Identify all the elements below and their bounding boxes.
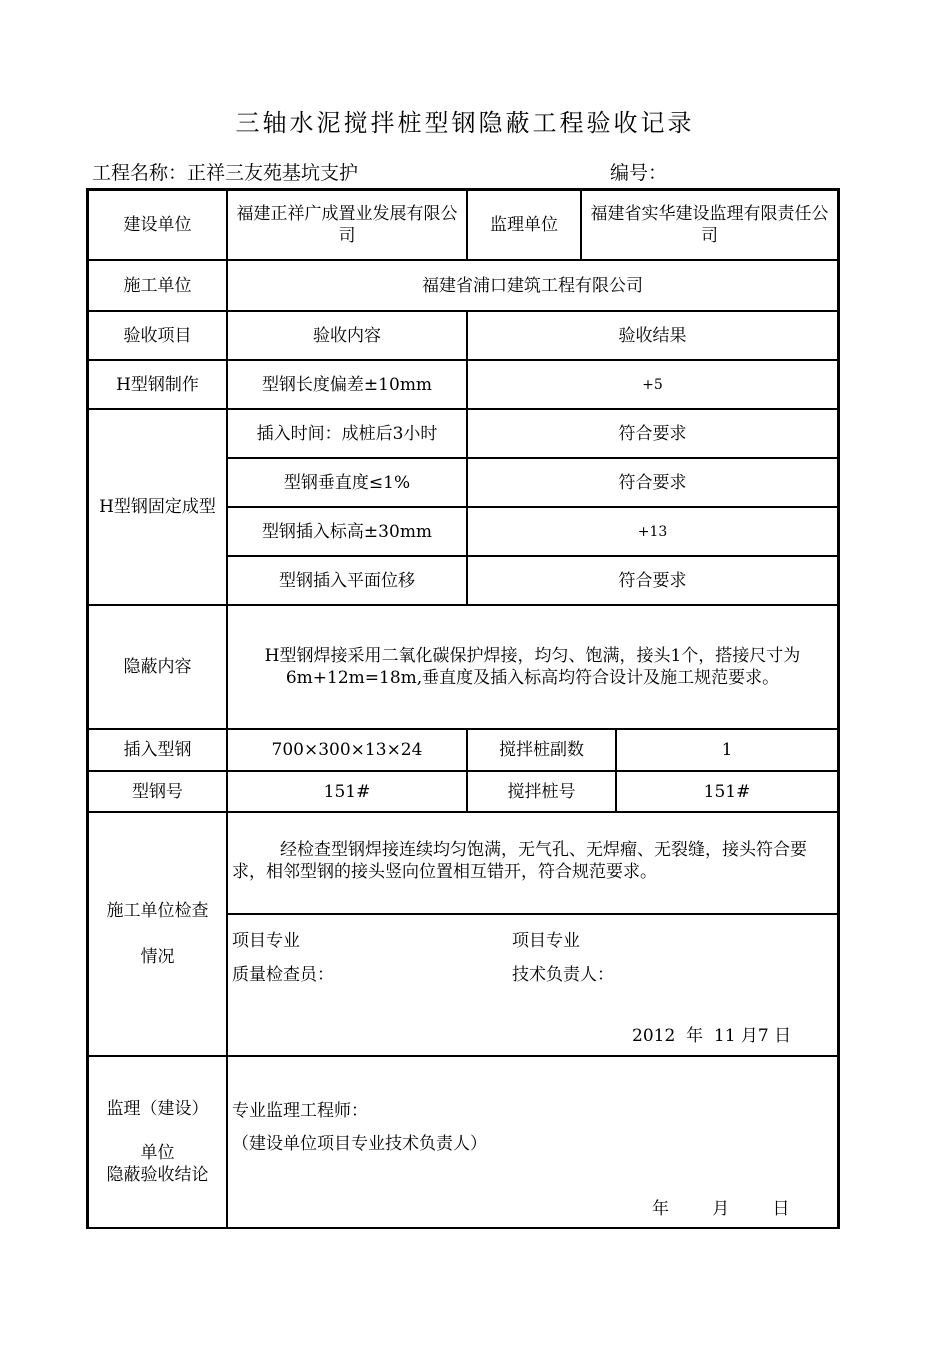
contractor-value: 福建省浦口建筑工程有限公司 (227, 260, 838, 311)
tech-line-1: 项目专业 (512, 931, 580, 951)
fix-result: 符合要求 (467, 409, 838, 458)
steel-value: 700×300×13×24 (227, 729, 467, 771)
qc-line-2: 质量检查员： (232, 965, 334, 985)
pile-count-value: 1 (616, 729, 838, 771)
fix-content: 型钢插入标高±30mm (227, 507, 467, 556)
sup-label-line-2: 单位 (140, 1143, 175, 1163)
header-result: 验收结果 (467, 311, 838, 360)
fab-label: H型钢制作 (88, 360, 227, 409)
hidden-label: 隐蔽内容 (88, 605, 227, 729)
pile-no-label: 搅拌桩号 (467, 771, 616, 812)
pile-no-value: 151# (616, 771, 838, 812)
supervisor-label: 监理单位 (467, 190, 581, 260)
project-name: 工程名称：正祥三友苑基坑支护 (92, 162, 359, 184)
check-date: 2012 年 11 月7 日 (632, 1026, 792, 1046)
fix-label: H型钢固定成型 (88, 409, 227, 605)
fix-content: 型钢插入平面位移 (227, 556, 467, 605)
check-text: 经检查型钢焊接连续均匀饱满，无气孔、无焊瘤、无裂缝，接头符合要求，相邻型钢的接头竖向位置相互错开，符合规范要求。 (232, 840, 807, 882)
fix-content: 插入时间：成桩后3小时 (227, 409, 467, 458)
steel-no-value: 151# (227, 771, 467, 812)
check-label-line-2: 情况 (140, 947, 175, 967)
contractor-label: 施工单位 (88, 260, 227, 311)
fix-result: +13 (467, 507, 838, 556)
qc-line-1: 项目专业 (232, 931, 300, 951)
sup-label-line-3: 隐蔽验收结论 (106, 1165, 209, 1185)
fab-result: +5 (467, 360, 838, 409)
header-content: 验收内容 (227, 311, 467, 360)
fix-result: 符合要求 (467, 556, 838, 605)
number-label: 编号： (610, 162, 668, 184)
fab-content: 型钢长度偏差±10mm (227, 360, 467, 409)
pile-count-label: 搅拌桩副数 (467, 729, 616, 771)
check-label-line-1: 施工单位检查 (106, 901, 209, 921)
owner-value: 福建正祥广成置业发展有限公司 (227, 190, 467, 260)
table-frame (86, 188, 840, 1229)
sup-date: 年 月 日 (652, 1199, 790, 1219)
sup-owner: （建设单位项目专业技术负责人） (232, 1134, 487, 1154)
steel-no-label: 型钢号 (88, 771, 227, 812)
supervisor-value: 福建省实华建设监理有限责任公司 (581, 190, 838, 260)
fix-content: 型钢垂直度≤1% (227, 458, 467, 507)
steel-label: 插入型钢 (88, 729, 227, 771)
header-item: 验收项目 (88, 311, 227, 360)
sup-engineer: 专业监理工程师： (232, 1101, 368, 1121)
hidden-text: H型钢焊接采用二氧化碳保护焊接，均匀、饱满，接头1个，搭接尺寸为6m+12m=18m,垂直度及插入标高均符合设计及施工规范要求。 (227, 605, 838, 729)
fix-result: 符合要求 (467, 458, 838, 507)
document-title: 三轴水泥搅拌桩型钢隐蔽工程验收记录 (235, 109, 695, 137)
tech-line-2: 技术负责人： (512, 965, 614, 985)
owner-label: 建设单位 (88, 190, 227, 260)
sup-label-line-1: 监理（建设） (106, 1099, 209, 1119)
